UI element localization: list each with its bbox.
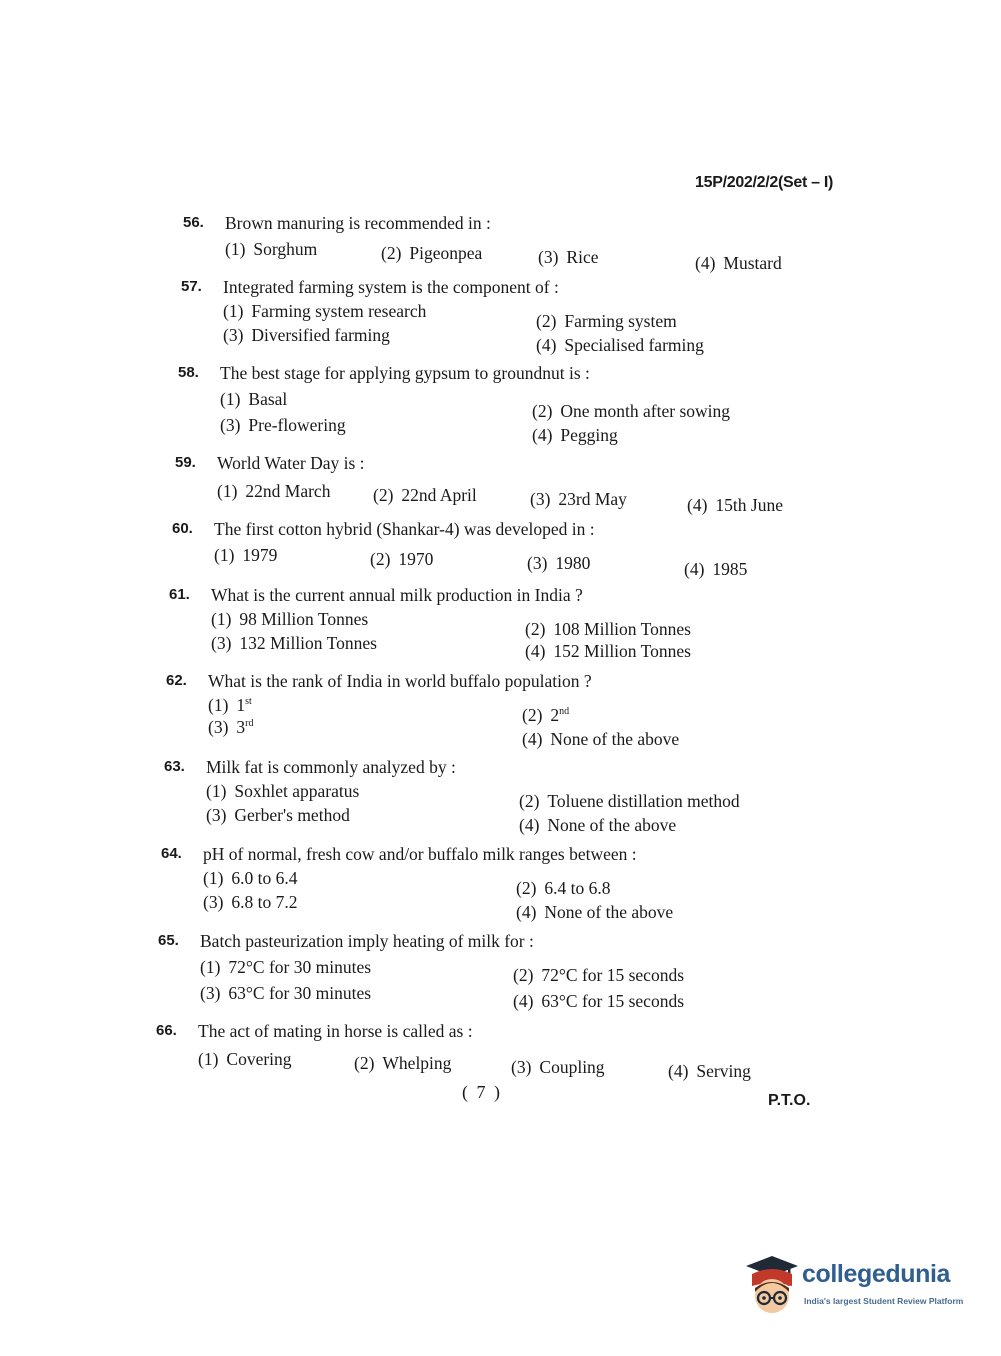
option-1: (1) 1st	[208, 695, 252, 715]
graduate-mascot-icon	[742, 1252, 800, 1316]
option-2: (2) Pigeonpea	[381, 243, 483, 263]
option-4: (4) 15th June	[687, 495, 783, 515]
option-2: (2) 1970	[370, 549, 434, 569]
option-3: (3) 6.8 to 7.2	[203, 892, 298, 912]
question-text: What is the current annual milk production in India ?	[211, 585, 583, 605]
option-2: (2) 22nd April	[373, 485, 477, 505]
option-3: (3) 3rd	[208, 717, 254, 737]
question-text: Brown manuring is recommended in :	[225, 213, 491, 233]
question-60	[172, 518, 812, 580]
question-62	[166, 670, 806, 750]
option-4: (4) None of the above	[522, 729, 680, 749]
option-1: (1) 72°C for 30 minutes	[200, 957, 372, 977]
question-63	[164, 756, 804, 840]
option-1: (1) Sorghum	[225, 239, 318, 259]
option-4: (4) Serving	[668, 1061, 751, 1081]
option-1: (1) Basal	[220, 389, 288, 409]
option-4: (4) 1985	[684, 559, 748, 579]
option-4: (4) None of the above	[519, 815, 677, 835]
question-number: 58.	[178, 364, 199, 381]
option-1: (1) Covering	[198, 1049, 292, 1069]
collegedunia-logo	[742, 1250, 970, 1320]
option-2: (2) 2nd	[522, 705, 570, 725]
option-2: (2) 6.4 to 6.8	[516, 878, 611, 898]
question-65	[158, 930, 798, 1014]
question-number: 64.	[161, 845, 182, 862]
option-1: (1) 22nd March	[217, 481, 331, 501]
question-61	[169, 584, 809, 668]
option-2: (2) Whelping	[354, 1053, 452, 1073]
option-4: (4) 152 Million Tonnes	[525, 641, 691, 661]
question-number: 65.	[158, 932, 179, 949]
option-3: (3) Pre-flowering	[220, 415, 346, 435]
option-1: (1) Farming system research	[223, 301, 427, 321]
question-number: 56.	[183, 214, 204, 231]
option-1: (1) 1979	[214, 545, 278, 565]
option-4: (4) Mustard	[695, 253, 782, 273]
option-3: (3) Coupling	[511, 1057, 605, 1077]
option-2: (2) One month after sowing	[532, 401, 731, 421]
option-2: (2) Farming system	[536, 311, 677, 331]
option-3: (3) Gerber's method	[206, 805, 350, 825]
question-text: World Water Day is :	[217, 453, 365, 473]
option-4: (4) Specialised farming	[536, 335, 704, 355]
question-number: 66.	[156, 1022, 177, 1039]
question-59	[175, 452, 815, 514]
option-3: (3) 1980	[527, 553, 591, 573]
question-number: 59.	[175, 454, 196, 471]
question-number: 57.	[181, 278, 202, 295]
question-number: 61.	[169, 586, 190, 603]
pto-label: P.T.O.	[768, 1092, 811, 1109]
question-57	[181, 276, 821, 358]
paper-code: 15P/202/2/2(Set – I)	[695, 174, 834, 191]
question-text: Milk fat is commonly analyzed by :	[206, 757, 456, 777]
question-58	[178, 362, 818, 446]
option-3: (3) 132 Million Tonnes	[211, 633, 377, 653]
question-number: 63.	[164, 758, 185, 775]
option-2: (2) 108 Million Tonnes	[525, 619, 691, 639]
option-1: (1) 98 Million Tonnes	[211, 609, 369, 629]
option-1: (1) 6.0 to 6.4	[203, 868, 298, 888]
option-1: (1) Soxhlet apparatus	[206, 781, 360, 801]
question-text: Integrated farming system is the component of :	[223, 277, 559, 297]
option-2: (2) 72°C for 15 seconds	[513, 965, 685, 985]
option-2: (2) Toluene distillation method	[519, 791, 740, 811]
question-text: What is the rank of India in world buffalo population ?	[208, 671, 592, 691]
option-3: (3) Diversified farming	[223, 325, 390, 345]
question-66	[156, 1020, 796, 1082]
question-number: 60.	[172, 520, 193, 537]
question-number: 62.	[166, 672, 187, 689]
option-3: (3) 23rd May	[530, 489, 627, 509]
option-4: (4) Pegging	[532, 425, 618, 445]
page-number: ( 7 )	[462, 1082, 502, 1102]
question-56	[183, 212, 823, 272]
logo-wordmark: collegedunia	[802, 1260, 951, 1288]
option-4: (4) None of the above	[516, 902, 674, 922]
question-text: The best stage for applying gypsum to groundnut is :	[220, 363, 590, 383]
option-3: (3) 63°C for 30 minutes	[200, 983, 372, 1003]
question-text: The act of mating in horse is called as :	[198, 1021, 473, 1041]
question-text: Batch pasteurization imply heating of milk for :	[200, 931, 534, 951]
option-4: (4) 63°C for 15 seconds	[513, 991, 685, 1011]
question-text: The first cotton hybrid (Shankar-4) was developed in :	[214, 519, 595, 539]
logo-tagline: India's largest Student Review Platform	[804, 1296, 964, 1306]
question-64	[161, 843, 801, 927]
option-3: (3) Rice	[538, 247, 599, 267]
question-text: pH of normal, fresh cow and/or buffalo milk ranges between :	[203, 844, 637, 864]
